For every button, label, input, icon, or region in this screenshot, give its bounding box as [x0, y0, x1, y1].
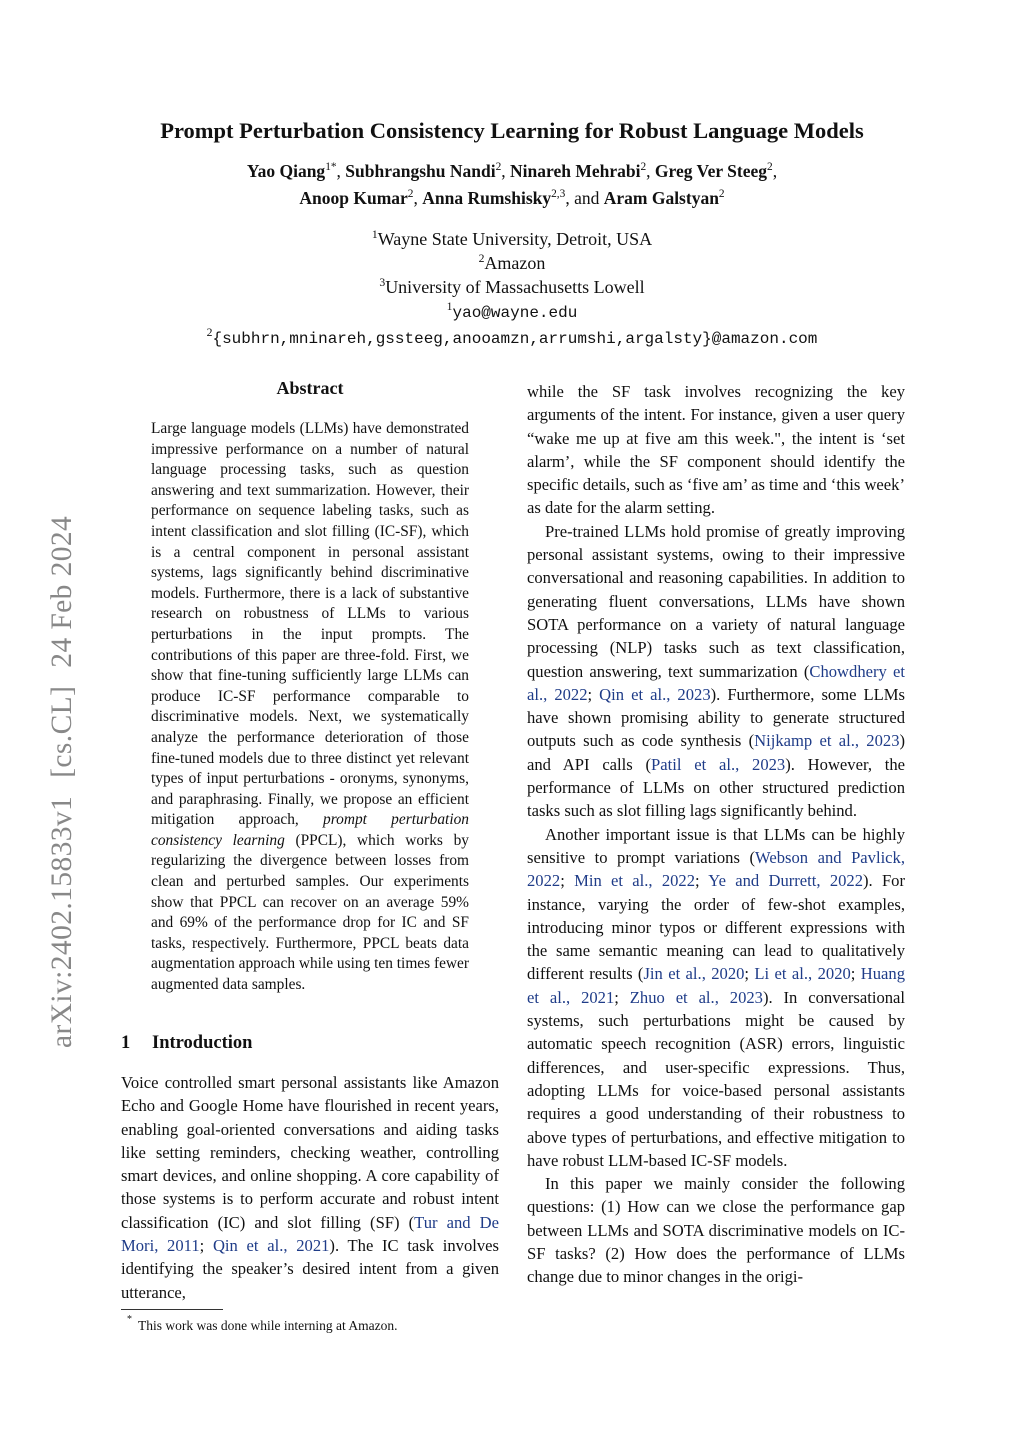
paragraph: In this paper we mainly consider the following questions: (1) How can we close the performance gap between LLMs and SOTA discriminative models on IC-SF tasks? (2) How does the performance of LLMs change due to minor changes in the origi- [527, 1174, 905, 1287]
citation-link[interactable]: Ye and Durrett, 2022 [708, 871, 863, 891]
citation-link[interactable]: Li et al., 2020 [754, 964, 851, 984]
affiliation: $^3$University of Massachusetts Lowell [379, 276, 645, 297]
citation-link[interactable]: Qin et al., 2021 [212, 1236, 330, 1256]
citation-link[interactable]: Jin et al., 2020 [643, 964, 745, 984]
affiliation: $^1$Wayne State University, Detroit, USA [371, 228, 653, 249]
right-column [527, 380, 905, 1289]
arxiv-id: arXiv:2402.15833v1 [46, 795, 78, 1048]
citation-link[interactable]: Min et al., 2022 [574, 871, 695, 891]
arxiv-date: 24 Feb 2024 [46, 515, 78, 668]
paragraph: Pre-trained LLMs hold promise of greatly improving personal assistant systems, owing to their impressive conversational and reasoning capabilities. In addition to generating fluent conversations, LLMs have shown SOTA performance on a variety of natural language processing (NLP) tasks such as text classification, question answering, text summarization (Chowdhery et al., 2022; Qin et al., 2023). Furthermore, some LLMs have shown promising ability to generate structured outputs such as code synthesis (Nijkamp et al., 2023) and API calls (Patil et al., 2023). However, the performance of LLMs on other structured prediction tasks such as slot filling lags significantly behind. [527, 521, 906, 821]
citation-link[interactable]: Tur and De Mori, 2011 [121, 1212, 499, 1256]
citation-link[interactable]: Chowdhery et al., 2022 [527, 661, 905, 704]
arxiv-category: [cs.CL] [46, 685, 78, 778]
abstract-body: Large language models (LLMs) have demonstrated impressive performance on a number of natural language processing tasks, such as question answering and text summarization. However, their performance on sequence labeling tasks, such as intent classification and slot filling (IC-SF), which is a central component in personal assistant systems, lags significantly behind discriminative models. Furthermore, there is a lack of substantive research on robustness of LLMs to various perturbations in the input prompts. The contributions of this paper are three-fold. First, we show that fine-tuning sufficiently large LLMs can produce IC-SF performance comparable to discriminative models. Next, we systematically analyze the performance deterioration of those fine-tuned models due to three distinct yet relevant types of input perturbations - oronyms, synonyms, and paraphrasing. Finally, we propose an efficient mitigation approach, prompt perturbation consistency learning (PPCL), which works by regularizing the divergence between losses from clean and perturbed samples. Our experiments show that PPCL can recover on an average 59% and 69% of the performance drop for IC and SF tasks, respectively. Furthermore, PPCL beats data augmentation approach while using ten times fewer augmented data samples. [151, 420, 469, 994]
affiliations [0, 227, 1024, 351]
affiliation: $^2$Amazon [478, 252, 546, 273]
citation-link[interactable]: Nijkamp et al., 2023 [754, 731, 900, 751]
citation-link[interactable]: Webson and Pavlick, 2022 [527, 847, 905, 891]
author-name: Aram Galstyan [603, 188, 719, 208]
arxiv-stamp [46, 516, 79, 1048]
email: $^2${subhrn,mninareh,gssteeg,anooamzn,arrumshi,argalsty}@amazon.com [206, 326, 818, 348]
footnote: This work was done while interning at Amazon. [138, 1318, 398, 1333]
citation-link[interactable]: Zhuo et al., 2023 [629, 987, 763, 1007]
author-name: Ninareh Mehrabi [510, 161, 641, 181]
email: $^1$yao@wayne.edu [446, 300, 578, 322]
citation-link[interactable]: Huang et al., 2021 [527, 964, 906, 1007]
citation-link[interactable]: Patil et al., 2023 [651, 754, 786, 774]
footnote-mark: * [127, 1314, 132, 1325]
author-name: Yao Qiang [246, 161, 326, 181]
footnote-rule [121, 1309, 223, 1310]
paragraph: Voice controlled smart personal assistants like Amazon Echo and Google Home have flourished in recent years, enabling goal-oriented conversations and aiding tasks like setting reminders, checking weather, controlling smart devices, and online shopping. A core capability of those systems is to perform accurate and robust intent classification (IC) and slot filling (SF) (Tur and De Mori, 2011; Qin et al., 2021). The IC task involves identifying the speaker’s desired intent from a given utterance, [121, 1073, 499, 1302]
author-name: Greg Ver Steeg [654, 161, 768, 181]
paragraph: while the SF task involves recognizing the key arguments of the intent. For instance, given a user query “wake me up at five am this week.", the intent is ‘set alarm’, while the SF component should identify the specific details, such as ‘five am’ as time and ‘this week’ as date for the alarm setting. [527, 382, 905, 518]
author-list: Yao Qiang$^{1*}$, Subhrangshu Nandi$^2$, Ninareh Mehrabi$^2$, Greg Ver Steeg$^2$, Anoop Kumar$^2$, Anna Rumshisky$^{2,3}$, and Aram Galstyan$^2$ [246, 161, 778, 208]
left-column [121, 1071, 499, 1304]
author-name: Subhrangshu Nandi [345, 161, 496, 181]
author-name: Anna Rumshisky [422, 188, 552, 208]
section-heading-introduction: 1 Introduction [121, 1033, 253, 1053]
abstract-heading: Abstract [276, 378, 344, 398]
citation-link[interactable]: Qin et al., 2023 [599, 684, 711, 704]
author-name: Anoop Kumar [299, 188, 408, 208]
paragraph: Another important issue is that LLMs can be highly sensitive to prompt variations (Webson and Pavlick, 2022; Min et al., 2022; Ye and Durrett, 2022). For instance, varying the order of few-shot examples, introducing minor typos or different expressions with the same semantic meaning can lead to qualitatively different results (Jin et al., 2020; Li et al., 2020; Huang et al., 2021; Zhuo et al., 2023). In conversational systems, such perturbations might be caused by automatic speech recognition (ASR) errors, linguistic differences, and user-specific expressions. Thus, adopting LLMs for voice-based personal assistants requires a good understanding of their robustness to above types of perturbations, and effective mitigation to have robust LLM-based IC-SF models. [527, 824, 906, 1170]
paper-title: Prompt Perturbation Consistency Learning for Robust Language Models [160, 118, 864, 143]
